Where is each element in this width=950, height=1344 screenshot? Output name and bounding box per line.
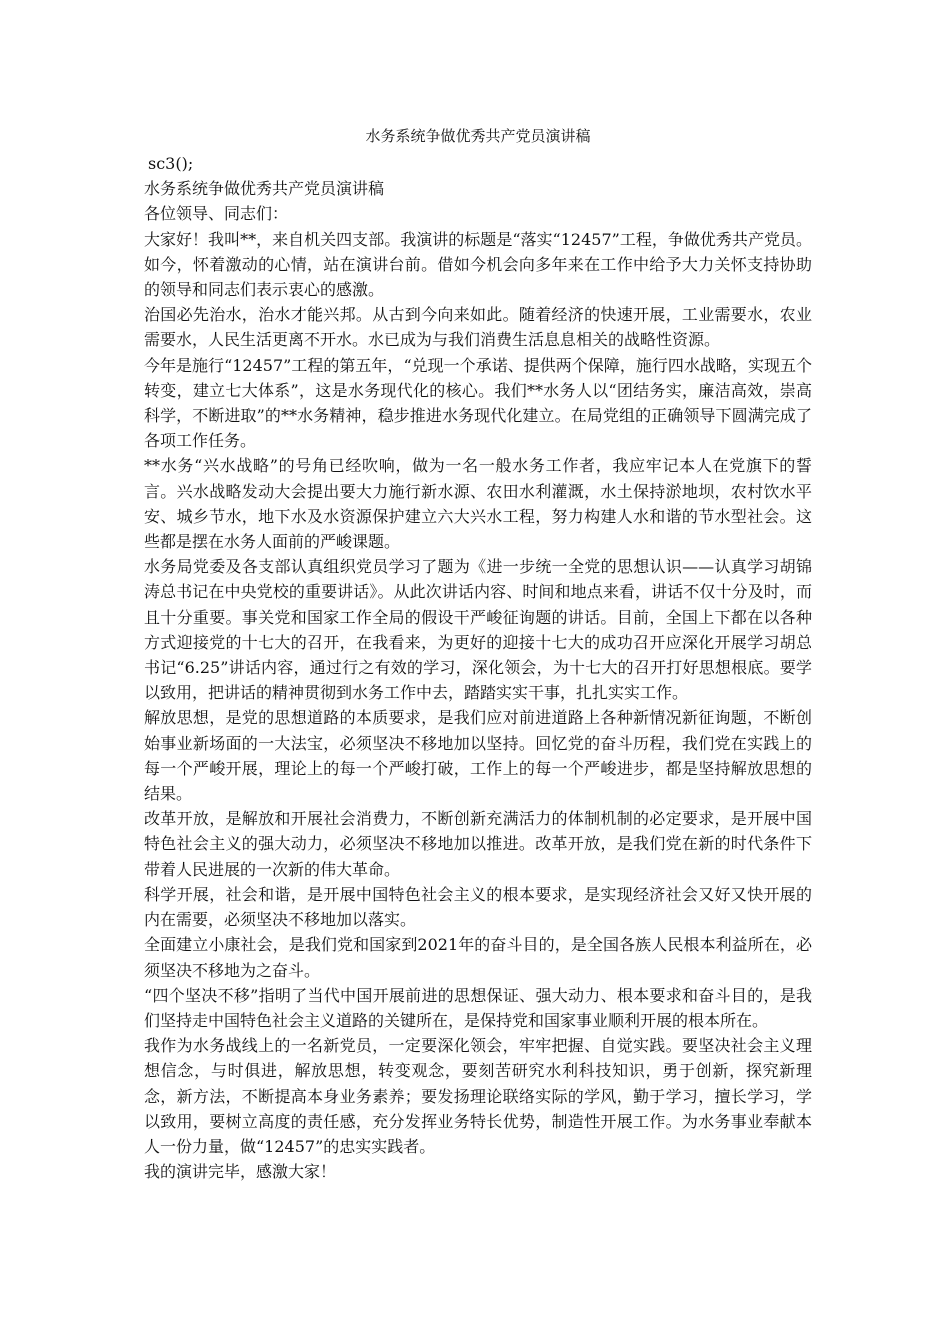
paragraph-1: 大家好！我叫**，来自机关四支部。我演讲的标题是“落实“12457”工程，争做优秀共产党员。如今，怀着激动的心情，站在演讲台前。借如今机会向多年来在工作中给予大力关怀支持协助的领导和同志们表示衷心的感激。: [144, 229, 812, 300]
paragraph-5: 水务局党委及各支部认真组织党员学习了题为《进一步统一全党的思想认识——认真学习胡锦涛总书记在中央党校的重要讲话》。从此次讲话内容、时间和地点来看，讲话不仅十分及时，而且十分重要。事关党和国家工作全局的假设干严峻征询题的讲话。目前，全国上下都在以各种方式迎接党的十七大的召开，在我看来，为更好的迎接十七大的成功召开应深化开展学习胡总书记“6.25”讲话内容，通过行之有效的学习，深化领会，为十七大的召开打好思想根底。要学以致用，把讲话的精神贯彻到水务工作中去，踏踏实实干事，扎扎实实工作。: [144, 557, 812, 703]
paragraph-4: **水务“兴水战略”的号角已经吹响，做为一名一般水务工作者，我应牢记本人在党旗下的誓言。兴水战略发动大会提出要大力施行新水源、农田水利灌溉，水土保持淤地坝，农村饮水平安、城乡节水，地下水及水资源保护建立六大兴水工程，努力构建人水和谐的节水型社会。这些都是摆在水务人面前的严峻课题。: [144, 456, 812, 552]
paragraph-7: 改革开放，是解放和开展社会消费力，不断创新充满活力的体制机制的必定要求，是开展中国特色社会主义的强大动力，必须坚决不移地加以推进。改革开放，是我们党在新的时代条件下带着人民进展的一次新的伟大革命。: [144, 809, 812, 879]
paragraph-6: 解放思想，是党的思想道路的本质要求，是我们应对前进道路上各种新情况新征询题，不断创始事业新场面的一大法宝，必须坚决不移地加以坚持。回忆党的奋斗历程，我们党在实践上的每一个严峻开展，理论上的每一个严峻打破，工作上的每一个严峻进步，都是坚持解放思想的结果。: [144, 708, 812, 804]
paragraph-3: 今年是施行“12457”工程的第五年，“兑现一个承诺、提供两个保障，施行四水战略，实现五个转变，建立七大体系”，这是水务现代化的核心。我们**水务人以“团结务实，廉洁高效，崇高科学，不断进取”的**水务精神，稳步推进水务现代化建立。在局党组的正确领导下圆满完成了各项工作任务。: [144, 355, 812, 451]
closing-line: 我的演讲完毕，感激大家！: [144, 1162, 337, 1182]
paragraph-9: 全面建立小康社会，是我们党和国家到2021年的奋斗目的，是全国各族人民根本利益所在，必须坚决不移地为之奋斗。: [144, 935, 812, 980]
paragraph-10: “四个坚决不移”指明了当代中国开展前进的思想保证、强大动力、根本要求和奋斗目的，是我们坚持走中国特色社会主义道路的关键所在，是保持党和国家事业顺利开展的根本所在。: [144, 985, 812, 1030]
paragraph-11: 我作为水务战线上的一名新党员，一定要深化领会，牢牢把握、自觉实践。要坚决社会主义理想信念，与时俱进，解放思想，转变观念，要刻苦研究水利科技知识，勇于创新，探究新理念，新方法，不断提高本身业务素养；要发扬理论联络实际的学风，勤于学习，擅长学习，学以致用，要树立高度的责任感，充分发挥业务特长优势，制造性开展工作。为水务事业奉献本人一份力量，做“12457”的忠实实践者。: [144, 1036, 812, 1156]
document-body: [144, 120, 812, 1184]
document-subtitle: 水务系统争做优秀共产党员演讲稿: [144, 179, 385, 199]
paragraph-8: 科学开展，社会和谐，是开展中国特色社会主义的根本要求，是实现经济社会又好又快开展的内在需要，必须坚决不移地加以落实。: [144, 884, 812, 930]
paragraph-2: 治国必先治水，治水才能兴邦。从古到今向来如此。随着经济的快速开展，工业需要水，农业需要水，人民生活更离不开水。水已成为与我们消费生活息息相关的战略性资源。: [144, 305, 812, 350]
code-line: sc3();: [148, 154, 194, 173]
page-title: 水务系统争做优秀共产党员演讲稿: [365, 127, 591, 145]
salutation: 各位领导、同志们：: [144, 204, 289, 224]
